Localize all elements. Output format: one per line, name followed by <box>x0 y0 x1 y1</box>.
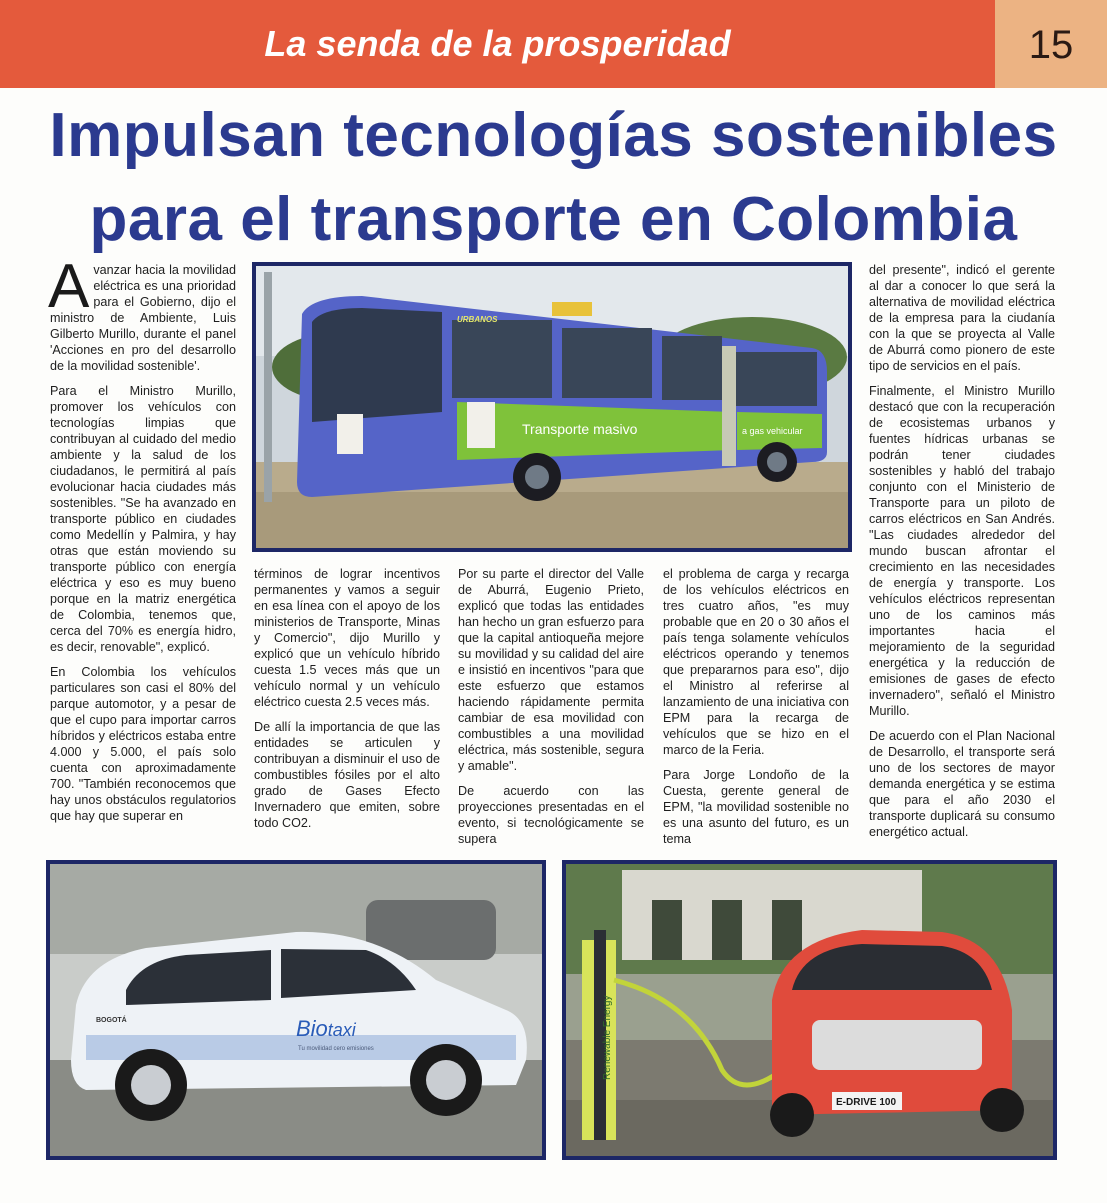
drop-cap: A <box>48 252 90 321</box>
article-headline <box>20 94 1087 262</box>
charging-station-label: Renewable Energy <box>602 995 613 1080</box>
article-paragraph: Por su parte el director del Valle de Aburrá, Eugenio Prieto, explicó que todas las entidades han hecho un gran esfuerzo para que la capital antioqueña mejore su movilidad y su calidad del aire e insistió en incentivos "para que este esfuerzo que estamos haciendo rápidamente permita cambiar de esa movilidad con combustibles a una movilidad eléctrica, más sostenible, segura y amable". <box>458 567 644 773</box>
article-paragraph: Para Jorge Londoño de la Cuesta, gerente general de EPM, "la movilidad sostenible no es una asunto del futuro, es un tema <box>663 768 849 846</box>
page-header <box>0 0 1107 88</box>
bus-side-text: Transporte masivo <box>522 421 638 437</box>
bus-top-text: URBANOS <box>457 315 498 324</box>
article-paragraph: Finalmente, el Ministro Murillo destacó que con la recuperación de ecosistemas urbanos y fuentes hídricas urbanas se podrán tener ciudades sostenibles y habló del trabajo conjunto con el Ministerio de Transporte para un piloto de carros eléctricos en San Andrés. "Las ciudades alrededor del mundo buscan afrontar el crecimiento en las necesidades de energía y transporte. Los vehículos eléctricos representan uno de los caminos más importantes hacia el mejoramiento de la seguridad energética y la reducción de emisiones de gases de efecto invernadero", señaló el Ministro Murillo. <box>869 384 1055 718</box>
article-paragraph: De allí la importancia de que las entidades se articulen y contribuyan a disminuir el uso de combustibles fósiles por el alto grado de Gases Efecto Invernadero que emiten, sobre todo CO2. <box>254 720 440 830</box>
article-paragraph: del presente", indicó el gerente al dar a conocer lo que será la alternativa de movilidad eléctrica de la empresa para la ciudanía con la que se proyecta al Valle de Aburrá como pionero de este tipo de servicios en el país. <box>869 263 1055 373</box>
charging-photo <box>562 860 1057 1160</box>
bus-photo <box>252 262 852 552</box>
article-column-3 <box>458 566 644 856</box>
article-paragraph: el problema de carga y recarga de los vehículos eléctricos en tres cuatro años, "es muy probable que en 20 o 30 años el país tenga solamente vehículos eléctricos operando y tenemos que prepararnos para eso", dijo el Ministro al referirse al lanzamiento de una iniciativa con EPM para la recarga de vehículos que se hizo en el marco de la Feria. <box>663 567 849 757</box>
article-paragraph: Para el Ministro Murillo, promover los vehículos con tecnologías limpias que contribuyan al cuidado del medio ambiente y la salud de los ciudadanos, le permitirá al país evolucionar hacia ciudades más sostenibles. "Se ha avanzado en transporte público en ciudades como Medellín y Palmira, y hay otras que están moviendo su transporte público con energía eléctrica y eso es muy bueno porque en la matriz energética de Colombia, tenemos que, cerca del 70% es energía hidro, es decir, renovable", explicó. <box>50 384 236 654</box>
bus-side-text-2: a gas vehicular <box>742 426 803 436</box>
article-paragraph: De acuerdo con el Plan Nacional de Desarrollo, el transporte será uno de los sectores de mayor demanda energética y se estima que para el año 2030 el transporte duplicará su consumo energético actual. <box>869 729 1055 839</box>
article-column-4 <box>663 566 849 856</box>
article-paragraph: De acuerdo con las proyecciones presentadas en el evento, si tecnológicamente se supera <box>458 784 644 846</box>
biotaxi-brand: Biotaxi <box>296 1016 356 1041</box>
taxi-photo <box>46 860 546 1160</box>
article-column-2 <box>254 566 440 840</box>
article-paragraph: términos de lograr incentivos permanentes y vamos a seguir en esa línea con el apoyo de los ministerios de Transporte, Minas y Comercio", dijo Murillo y explicó que un vehículo híbrido cuesta 1.5 veces más que un vehículo normal y un vehículo eléctrico cuesta 2.5 veces más. <box>254 567 440 709</box>
article-column-5 <box>869 262 1055 849</box>
taxi-city-label: BOGOTÁ <box>96 1017 127 1024</box>
section-title: La senda de la prosperidad <box>264 23 731 64</box>
article-paragraph: En Colombia los vehículos particulares son casi el 80% del parque automotor, y a pesar de que el cupo para importar carros híbridos y eléctricos estaba entre 4.000 y 5.000, el país solo cuenta con aproximadamente 700. "También reconocemos que hay unos obstáculos regulatorios que hay que superar en <box>50 665 236 823</box>
license-plate: E-DRIVE 100 <box>836 1097 897 1108</box>
article-paragraph: Avanzar hacia la movilidad eléctrica es una prioridad para el Gobierno, dijo el ministro de Ambiente, Luis Gilberto Murillo, durante el panel 'Acciones en pro del desarrollo de la movilidad sostenible'. <box>48 252 236 373</box>
article-column-1 <box>48 252 236 833</box>
page-number: 15 <box>1028 23 1074 67</box>
headline-line-1: Impulsan tecnologías sostenibles <box>49 101 1058 170</box>
headline-line-2: para el transporte en Colombia <box>89 185 1018 254</box>
biotaxi-tagline: Tu movilidad cero emisiones <box>298 1046 374 1052</box>
